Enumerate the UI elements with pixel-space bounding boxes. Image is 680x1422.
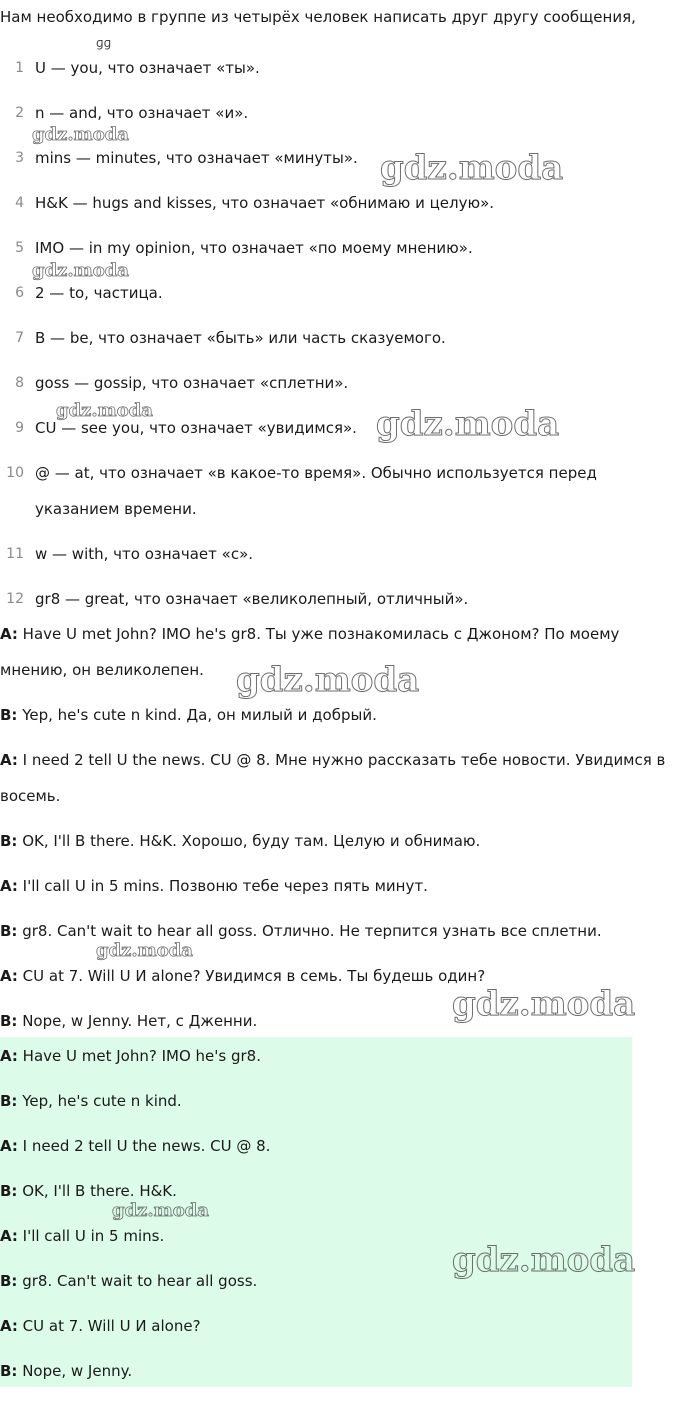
line-text: I'll call U in 5 mins. (17, 1227, 165, 1245)
dialogue-line (0, 1308, 674, 1344)
item-text: 2 — to, частица. (35, 284, 163, 302)
item-text: H&K — hugs and kisses, что означает «обнимаю и целую». (35, 194, 495, 212)
speaker-label: B: (0, 1012, 18, 1030)
line-text: Yep, he's cute n kind. Да, он милый и добрый. (17, 706, 377, 724)
speaker-label: B: (0, 706, 18, 724)
speaker-label: A: (0, 967, 18, 985)
item-number: 5 (15, 240, 24, 256)
item-number: 4 (15, 195, 24, 211)
dialogue-line (0, 1038, 674, 1074)
speaker-label: A: (0, 625, 18, 643)
watermark: gdz.moda (112, 1200, 209, 1221)
item-number: 10 (6, 465, 24, 481)
line-text: I need 2 tell U the news. CU @ 8. (17, 1137, 271, 1155)
clipped-text-fragment: ɡɡ (96, 36, 112, 50)
intro-text: Нам необходимо в группе из четырёх человек написать друг другу сообщения, (0, 8, 636, 26)
line-text: Yep, he's cute n kind. (17, 1092, 182, 1110)
speaker-label: A: (0, 1137, 18, 1155)
speaker-label: A: (0, 1227, 18, 1245)
item-number: 12 (6, 591, 24, 607)
item-text: goss — gossip, что означает «сплетни». (35, 374, 349, 392)
watermark: gdz.moda (376, 404, 560, 444)
dialogue-line (0, 823, 674, 859)
speaker-label: B: (0, 1092, 18, 1110)
item-text: @ — at, что означает «в какое-то время». Обычно используется перед указанием времени. (35, 464, 597, 518)
line-text: I need 2 tell U the news. CU @ 8. Мне нужно рассказать тебе новости. Увидимся в восемь. (0, 751, 666, 805)
dialogue-line (0, 1083, 674, 1119)
item-number: 11 (6, 546, 24, 562)
line-text: I'll call U in 5 mins. Позвоню тебе через пять минут. (17, 877, 428, 895)
speaker-label: B: (0, 832, 18, 850)
item-number: 8 (15, 375, 24, 391)
dialogue-line (0, 1173, 674, 1209)
item-text: n — and, что означает «и». (35, 104, 249, 122)
speaker-label: A: (0, 1317, 18, 1335)
line-text: gr8. Can't wait to hear all goss. Отлично. Не терпится узнать все сплетни. (17, 922, 602, 940)
item-number: 3 (15, 150, 24, 166)
item-text: gr8 — great, что означает «великолепный, отличный». (35, 590, 469, 608)
item-number: 2 (15, 105, 24, 121)
line-text: Nope, w Jenny. Нет, с Дженни. (17, 1012, 258, 1030)
dialogue-line (0, 1353, 674, 1389)
item-number: 1 (15, 60, 24, 76)
speaker-label: B: (0, 1272, 18, 1290)
watermark: gdz.moda (56, 400, 153, 421)
line-text: Have U met John? IMO he's gr8. Ты уже познакомилась с Джоном? По моему мнению, он великолепен. (0, 625, 620, 679)
line-text: Have U met John? IMO he's gr8. (17, 1047, 261, 1065)
line-text: Nope, w Jenny. (17, 1362, 133, 1380)
line-text: gr8. Can't wait to hear all goss. (17, 1272, 258, 1290)
speaker-label: B: (0, 922, 18, 940)
speaker-label: A: (0, 751, 18, 769)
dialogue-line (0, 868, 674, 904)
item-text: mins — minutes, что означает «минуты». (35, 149, 358, 167)
item-text: IMO — in my opinion, что означает «по моему мнению». (35, 239, 473, 257)
speaker-label: B: (0, 1182, 18, 1200)
speaker-label: B: (0, 1362, 18, 1380)
line-text: CU at 7. Will U И alone? Увидимся в семь. Ты будешь один? (17, 967, 486, 985)
watermark: gdz.moda (32, 260, 129, 281)
dialogue-line (0, 742, 674, 814)
item-number: 6 (15, 285, 24, 301)
watermark: gdz.moda (96, 940, 193, 961)
watermark: gdz.moda (32, 124, 129, 145)
dialogue-line (0, 697, 674, 733)
item-text: CU — see you, что означает «увидимся». (35, 419, 357, 437)
watermark: gdz.moda (380, 148, 564, 188)
speaker-label: A: (0, 877, 18, 895)
item-text: B — be, что означает «быть» или часть сказуемого. (35, 329, 446, 347)
watermark: gdz.moda (236, 660, 420, 700)
line-text: OK, I'll B there. H&K. Хорошо, буду там. Целую и обнимаю. (17, 832, 481, 850)
line-text: OK, I'll B there. H&K. (17, 1182, 177, 1200)
watermark: gdz.moda (452, 984, 636, 1024)
line-text: CU at 7. Will U И alone? (17, 1317, 201, 1335)
speaker-label: A: (0, 1047, 18, 1065)
item-text: w — with, что означает «с». (35, 545, 254, 563)
item-text: U — you, что означает «ты». (35, 59, 260, 77)
item-number: 7 (15, 330, 24, 346)
dialogue-line (0, 1128, 674, 1164)
item-number: 9 (15, 420, 24, 436)
watermark: gdz.moda (452, 1240, 636, 1280)
